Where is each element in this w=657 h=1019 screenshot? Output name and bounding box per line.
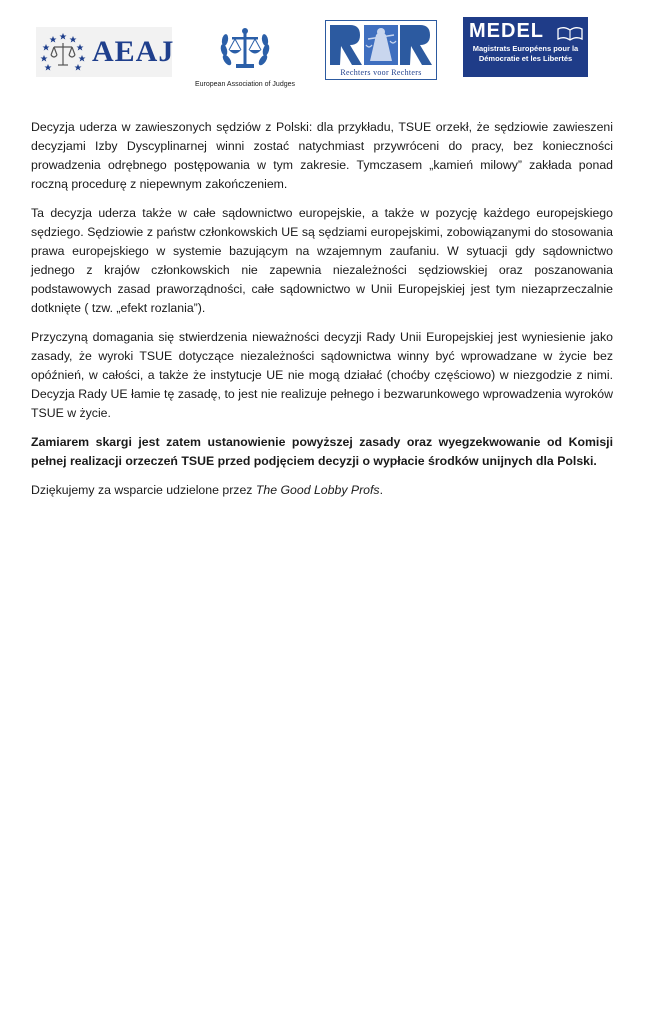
paragraph-european-judiciary: Ta decyzja uderza także w całe sądownictwo europejskie, a także w pozycję każdego europejskiego sędziego. Sędziowie z państw członkowskich UE są sędziami europejskimi, zobowiązanymi do stosowania prawa europejskiego w systemie bazującym na wzajemnym zaufaniu. W sytuacji gdy sądownictwo jednego z krajów członkowskich nie zapewnia niezależności sędziowskiej oraz poszanowania podstawowych zasad praworządności, całe sądownictwo w Unii Europejskiej jest tym niezaprzeczalnie dotknięte ( tzw. „efekt rozlania”). [31,206,613,315]
aeaj-logo [36,27,175,77]
medel-subtitle-line-2: Démocratie et les Libertés [478,54,573,63]
rvr-caption: Rechters voor Rechters [340,68,422,77]
medel-logo [463,17,588,77]
medel-subtitle-line-1: Magistrats Européens pour la [472,44,579,53]
laurel-scales-icon [218,26,272,78]
paragraph-annulment-grounds: Przyczyną domagania się stwierdzenia nieważności decyzji Rady Unii Europejskiej jest wyniesienie jako zasady, że wyroki TSUE dotyczące niezależności sądownictwa winny być wprowadzane w życie bez opóźnień, w całości, a także że instytucje UE nie mogą działać (choćby częściowo) w niezgodzie z nimi. Decyzja Rady UE łamie tę zasadę, to jest nie realizuje pełnego i bezwarunkowego wprowadzenia wyroków TSUE w życie. [31,330,613,420]
logo-header [0,0,657,90]
paragraph-suspended-judges: Decyzja uderza w zawieszonych sędziów z Polski: dla przykładu, TSUE orzekł, że sędziowie zawieszeni decyzjami Izby Dyscyplinarnej winni zostać natychmiast przywróceni do pracy, bez konieczności prowadzenia odrębnego postępowania w tym zakresie. Tymczasem „kamień milowy” zakłada ponad roczną procedurę z niepewnym zakończeniem. [31,120,613,191]
letter-body [31,118,613,510]
rvr-logo [325,20,437,80]
eaj-caption: European Association of Judges [194,81,295,88]
scales-stars-icon [38,31,88,75]
thanks-prefix: Dziękujemy za wsparcie udzielone przez [31,483,256,497]
aeaj-wordmark: AEAJ [92,35,175,68]
paragraph-complaint-aim: Zamiarem skargi jest zatem ustanowienie powyższej zasady oraz wyegzekwowanie od Komisji pełnej realizacji orzeczeń TSUE przed podjęciem decyzji o wypłacie środków unijnych dla Polski. [31,435,613,468]
open-book-icon [557,25,583,41]
justice-figure-icon [326,21,436,67]
thanks-name: The Good Lobby Profs [255,483,380,497]
medel-wordmark: MEDEL [469,20,544,42]
thanks-suffix: . [379,483,384,497]
eaj-logo [192,26,298,90]
paragraph-thanks [31,481,613,500]
